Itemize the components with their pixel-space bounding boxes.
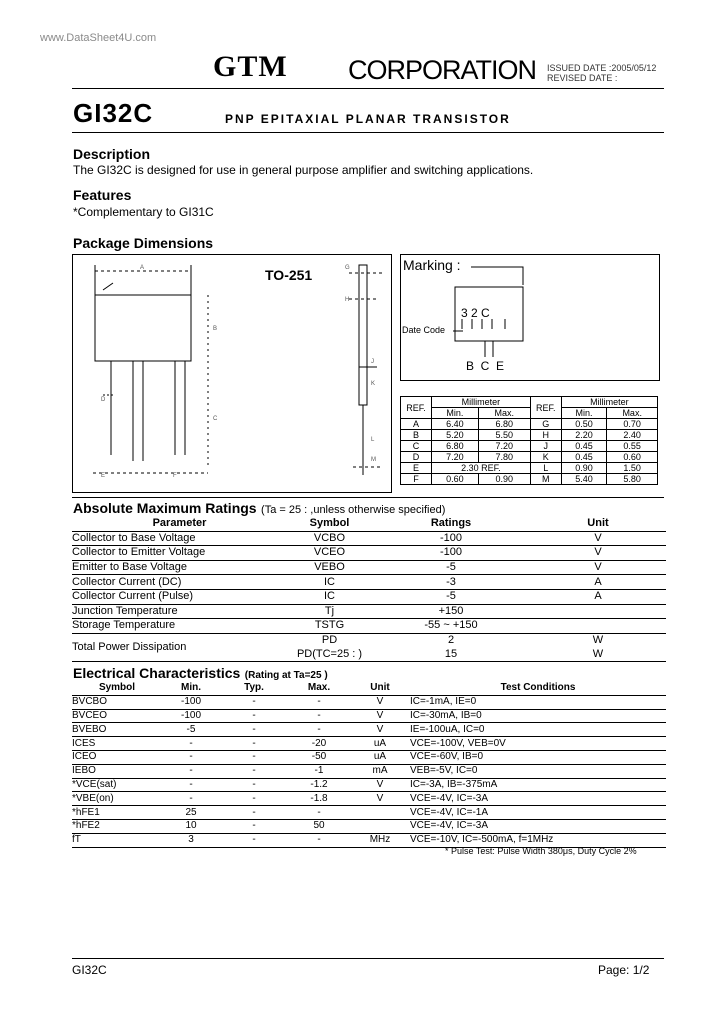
ec-col-typ: Typ. [220,682,288,695]
pin-labels: B C E [466,359,505,373]
elec-cell: VEB=-5V, IC=0 [410,764,666,778]
elec-cell: V [350,695,410,709]
ec-col-max: Max. [288,682,350,695]
rating-cell: TSTG [287,619,372,634]
ref-header-right: REF. [530,397,561,419]
table-row [72,833,666,847]
watermark: www.DataSheet4U.com [40,32,157,44]
dim-cell: 2.40 [607,430,658,441]
max-header-left: Max. [478,408,530,419]
col-parameter: Parameter [72,517,287,531]
package-name: TO-251 [265,267,313,283]
elec-cell: BVCBO [72,695,162,709]
issue-info [547,63,656,83]
dim-cell: 0.60 [432,474,479,485]
rating-cell: -5 [372,560,530,575]
package-outline-drawing [73,255,390,491]
elec-cell: IEBO [72,764,162,778]
description-text: The GI32C is designed for use in general purpose amplifier and switching applications. [73,163,534,177]
elec-cell: V [350,778,410,792]
elec-cell: 10 [162,819,220,833]
package-heading: Package Dimensions [73,235,214,251]
table-row [72,764,666,778]
footer-rule [72,958,664,959]
power-unit1: W [592,634,604,647]
table-row [72,546,666,561]
dim-label-g: G [345,265,350,271]
elec-cell: - [220,709,288,723]
rating-cell: V [530,560,666,575]
dim-cell: 2.20 [561,430,607,441]
marking-drawing [401,255,657,378]
dim-cell: M [530,474,561,485]
dim-cell: 0.55 [607,441,658,452]
elec-cell: IC=-1mA, IE=0 [410,695,666,709]
elec-cell: V [350,792,410,806]
ratings-condition: (Ta = 25 : ,unless otherwise specified) [261,504,446,516]
elec-cell: -1.2 [288,778,350,792]
elec-cell: -100 [162,709,220,723]
elec-cell: - [162,750,220,764]
dim-cell: 7.80 [478,452,530,463]
rating-cell: -55 ~ +150 [372,619,530,634]
elec-cell: -100 [162,695,220,709]
dim-cell: 7.20 [432,452,479,463]
elec-cell: *VCE(sat) [72,778,162,792]
power-val2: 15 [372,647,530,661]
elec-cell: BVEBO [72,723,162,737]
dim-label-e: E [101,473,106,479]
elec-cell: - [288,695,350,709]
elec-cell: V [350,709,410,723]
header-rule [72,88,664,89]
rating-cell: Collector to Base Voltage [72,531,287,546]
rating-cell: Storage Temperature [72,619,287,634]
elec-cell: *hFE1 [72,806,162,820]
power-sym2: PD(TC=25 : ) [287,647,372,661]
elec-cell: IE=-100uA, IC=0 [410,723,666,737]
elec-cell: - [288,709,350,723]
table-row [72,806,666,820]
elec-cell: - [162,764,220,778]
elec-cell: -1.8 [288,792,350,806]
rating-cell: -5 [372,589,530,604]
dimension-table [400,396,658,485]
rating-cell: VEBO [287,560,372,575]
elec-cell: -20 [288,737,350,751]
table-row [401,441,658,452]
table-row [401,463,658,474]
dim-cell: E [401,463,432,474]
ref-header-left: REF. [401,397,432,419]
dim-label-k: K [371,381,376,387]
dim-label-d: D [101,397,106,403]
table-row [401,474,658,485]
dim-cell: 2.30 REF. [432,463,531,474]
rating-cell: VCBO [287,531,372,546]
issued-label: ISSUED DATE [547,63,607,73]
elec-cell: 50 [288,819,350,833]
elec-cell: - [220,695,288,709]
dim-cell: 0.50 [561,419,607,430]
dimension-rows [401,419,658,485]
rating-cell: VCEO [287,546,372,561]
dim-label-h: H [345,297,350,303]
dim-cell: 5.20 [432,430,479,441]
power-sym1: PD [321,634,338,647]
elec-cell: uA [350,750,410,764]
elec-cell: VCE=-4V, IC=-3A [410,819,666,833]
dim-cell: G [530,419,561,430]
elec-cell: - [220,792,288,806]
elec-cell: 3 [162,833,220,847]
company-logo: GTM [213,50,288,83]
dim-cell: 5.80 [607,474,658,485]
elec-cell: VCE=-4V, IC=-3A [410,792,666,806]
ratings-rule [72,497,664,498]
elec-cell [350,806,410,820]
ec-col-conditions: Test Conditions [410,682,666,695]
power-val1: 2 [447,634,455,647]
rating-cell: Collector Current (Pulse) [72,589,287,604]
rating-cell: V [530,546,666,561]
rating-cell: V [530,531,666,546]
electrical-rows [72,695,666,847]
min-header-right: Min. [561,408,607,419]
elec-cell: - [220,806,288,820]
table-row [72,709,666,723]
elec-cell: 25 [162,806,220,820]
dim-label-b: B [213,326,218,332]
elec-title [73,665,328,683]
elec-cell: VCE=-4V, IC=-1A [410,806,666,820]
date-code-label: Date Code [402,325,446,335]
dim-label-f: F [173,473,177,479]
dim-cell: 0.90 [561,463,607,474]
dim-label-j: J [371,359,374,365]
ec-col-min: Min. [162,682,220,695]
ec-col-symbol: Symbol [72,682,162,695]
rating-cell: -3 [372,575,530,590]
col-ratings: Ratings [372,517,530,531]
table-row [72,619,666,634]
dim-cell: 1.50 [607,463,658,474]
table-row [72,723,666,737]
table-row [72,778,666,792]
elec-cell: BVCEO [72,709,162,723]
table-row [72,750,666,764]
dim-cell: 5.50 [478,430,530,441]
rating-cell: A [530,589,666,604]
table-row [401,419,658,430]
elec-cell: VCE=-60V, IB=0 [410,750,666,764]
dim-label-c: C [213,416,218,422]
dim-cell: 0.45 [561,441,607,452]
elec-cell: *hFE2 [72,819,162,833]
elec-cell: uA [350,737,410,751]
power-unit2: W [530,647,666,661]
footer-page: Page: 1/2 [598,963,650,977]
rating-cell: -100 [372,546,530,561]
mm-header-right: Millimeter [561,397,657,408]
table-row [72,575,666,590]
table-row [72,633,666,647]
dim-cell: 6.80 [478,419,530,430]
table-row [72,531,666,546]
pulse-test-note: * Pulse Test: Pulse Width 380μs, Duty Cycle 2% [445,846,637,856]
footer-part: GI32C [72,963,107,977]
elec-cell [350,819,410,833]
dim-cell: 0.60 [607,452,658,463]
elec-cell: *VBE(on) [72,792,162,806]
table-row [72,737,666,751]
elec-cell: IC=-3A, IB=-375mA [410,778,666,792]
power-param: Total Power Dissipation [72,633,287,661]
rating-cell: Collector to Emitter Voltage [72,546,287,561]
dim-cell: B [401,430,432,441]
dim-cell: K [530,452,561,463]
elec-heading: Electrical Characteristics [73,665,241,681]
part-type: PNP EPITAXIAL PLANAR TRANSISTOR [225,112,511,126]
revised-label: REVISED DATE : [547,73,618,83]
dim-cell: F [401,474,432,485]
corporation-title: CORPORATION [348,55,537,85]
table-row [401,430,658,441]
ratings-title [73,500,445,518]
ratings-rows [72,531,666,633]
elec-cell: - [220,833,288,847]
elec-cell: fT [72,833,162,847]
elec-cell: - [220,750,288,764]
ec-col-unit: Unit [350,682,410,695]
elec-cell: ICEO [72,750,162,764]
dim-label-l: L [371,437,375,443]
rating-cell: Emitter to Base Voltage [72,560,287,575]
elec-cell: VCE=-10V, IC=-500mA, f=1MHz [410,833,666,847]
part-number: GI32C [73,98,154,128]
dim-cell: 7.20 [478,441,530,452]
elec-cell: - [162,792,220,806]
table-row [72,792,666,806]
body-outline [95,295,191,361]
dim-cell: H [530,430,561,441]
max-header-right: Max. [607,408,658,419]
dim-cell: 5.40 [561,474,607,485]
col-unit: Unit [530,517,666,531]
elec-cell: - [220,819,288,833]
elec-cell: - [220,723,288,737]
table-row [72,560,666,575]
rating-cell: IC [287,575,372,590]
dim-cell: C [401,441,432,452]
elec-cell: -1 [288,764,350,778]
ratings-table [72,517,666,662]
marking-heading: Marking : [403,257,461,273]
dim-label-m: M [371,457,376,463]
rating-cell: Collector Current (DC) [72,575,287,590]
table-row [72,589,666,604]
col-symbol: Symbol [287,517,372,531]
dim-cell: L [530,463,561,474]
elec-condition: (Rating at Ta=25 ) [244,670,328,681]
elec-cell: - [288,723,350,737]
elec-cell: - [288,833,350,847]
rating-cell [530,604,666,619]
min-header-left: Min. [432,408,479,419]
electrical-table [72,682,666,848]
elec-cell: VCE=-100V, VEB=0V [410,737,666,751]
dim-cell: A [401,419,432,430]
dim-cell: 6.80 [432,441,479,452]
rating-cell: +150 [372,604,530,619]
dim-cell: D [401,452,432,463]
ratings-heading: Absolute Maximum Ratings [73,500,257,516]
rating-cell: A [530,575,666,590]
dim-cell: 6.40 [432,419,479,430]
marking-code: 3 2 C [461,306,490,320]
elec-cell: - [162,778,220,792]
elec-cell: MHz [350,833,410,847]
dim-cell: J [530,441,561,452]
elec-cell: ICES [72,737,162,751]
rating-cell: -100 [372,531,530,546]
table-row [72,695,666,709]
elec-cell: - [220,778,288,792]
elec-cell: - [288,806,350,820]
elec-cell: - [220,764,288,778]
rating-cell: Tj [287,604,372,619]
dim-cell: 0.90 [478,474,530,485]
rating-cell [530,619,666,634]
table-row [72,819,666,833]
features-heading: Features [73,187,132,203]
elec-cell: - [220,737,288,751]
rating-cell: IC [287,589,372,604]
features-text: *Complementary to GI31C [73,205,214,219]
mm-header-left: Millimeter [432,397,531,408]
elec-cell: mA [350,764,410,778]
issued-value: :2005/05/12 [608,63,657,73]
elec-cell: V [350,723,410,737]
rating-cell: Junction Temperature [72,604,287,619]
elec-cell: -5 [162,723,220,737]
elec-cell: IC=-30mA, IB=0 [410,709,666,723]
title-rule [72,132,664,133]
dim-cell: 0.45 [561,452,607,463]
description-heading: Description [73,146,151,162]
dim-label-a: A [140,265,145,271]
table-row [72,604,666,619]
elec-cell: - [162,737,220,751]
elec-cell: -50 [288,750,350,764]
table-row [401,452,658,463]
dim-cell: 0.70 [607,419,658,430]
